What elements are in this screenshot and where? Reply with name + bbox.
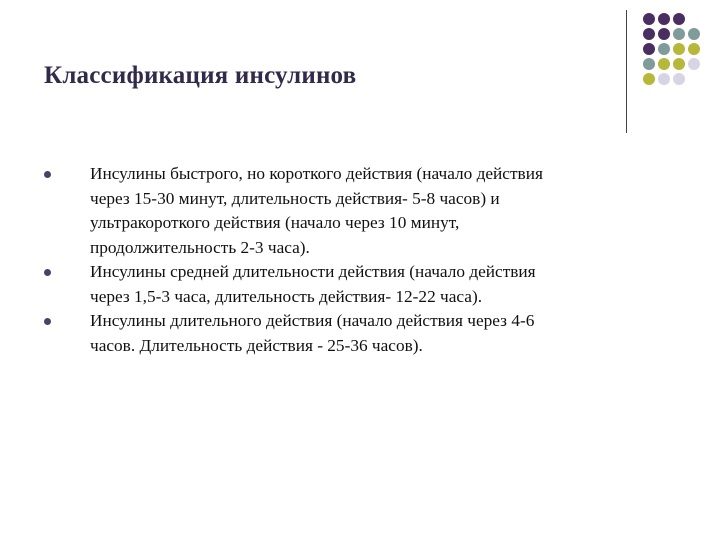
decorative-dot (658, 73, 670, 85)
decorative-divider (626, 10, 627, 133)
bullet-marker (44, 171, 51, 178)
decorative-dot-grid (641, 11, 711, 121)
bullet-marker (44, 269, 51, 276)
dot-grid-graphic (641, 11, 711, 121)
decorative-dot (658, 28, 670, 40)
decorative-dot (658, 43, 670, 55)
decorative-dot (643, 28, 655, 40)
bullet-text-line: часов. Длительность действия - 25-36 часов). (90, 335, 423, 355)
decorative-dot (688, 28, 700, 40)
decorative-dot (658, 13, 670, 25)
slide-title: Классификация инсулинов (44, 62, 357, 89)
decorative-dot (673, 43, 685, 55)
bullet-marker (44, 318, 51, 325)
bullet-item-1 (0, 162, 660, 260)
bullet-text-line: Инсулины быстрого, но короткого действия (начало действия (90, 164, 543, 183)
decorative-dot (673, 13, 685, 25)
bullet-text-line: через 15-30 минут, длительность действия- 5-8 часов) и (90, 188, 500, 208)
bullet-text-line: через 1,5-3 часа, длительность действия- 12-22 часа). (90, 286, 483, 306)
bullet-text-line: Инсулины средней длительности действия (начало действия (90, 262, 536, 281)
decorative-dot (643, 43, 655, 55)
decorative-dot (658, 58, 670, 70)
decorative-dot (673, 58, 685, 70)
bullet-text-line: ультракороткого действия (начало через 10 минут, (90, 213, 460, 232)
bullet-item-2 (0, 260, 660, 309)
decorative-dot (643, 13, 655, 25)
bullet-list (0, 162, 720, 358)
decorative-dot (673, 73, 685, 85)
decorative-dot (688, 58, 700, 70)
bullet-text-line: продолжительность 2-3 часа). (90, 237, 310, 257)
decorative-dot (643, 73, 655, 85)
bullet-item-3 (0, 309, 660, 358)
decorative-dot (673, 28, 685, 40)
bullet-text-line: Инсулины длительного действия (начало действия через 4-6 (90, 311, 535, 330)
decorative-dot (688, 43, 700, 55)
decorative-dot (643, 58, 655, 70)
